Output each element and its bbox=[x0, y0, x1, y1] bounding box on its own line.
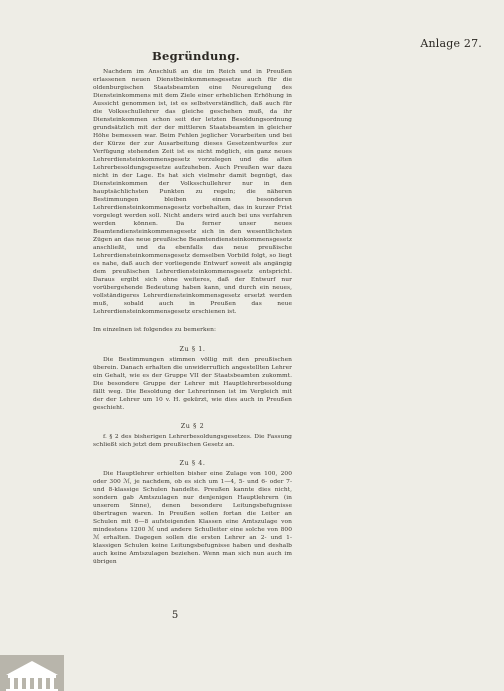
intro-paragraph: Nachdem im Anschluß an die im Reich und in Preußen erlassenen neuen Dienstbeinkommensgesetze auch für die oldenburgischen Staatsbeamten eine Neuregelung des Diensteinkommens mit dem Ziele einer erheblichen Erhöhung in Aussicht genommen ist, ist es selbstverständlich, daß auch für die Volksschullehrer das gleiche geschehen muß, da ihr Diensteinkommen schon seit der letzten Besoldungsordnung grundsätzlich mit der der mittleren Staatsbeamten in gleicher Höhe bemessen war. Beim Fehlen jeglicher Vorarbeiten und bei der Kürze der zur Ausarbeitung dieses Gesetzentwurfes zur Verfügung stehenden Zeit ist es nicht möglich, ein ganz neues Lehrerdiensteinkommensgesetz vorzulegen und die alten Lehrerbesoldungsgesetze aufzuheben. Auch Preußen war dazu nicht in der Lage. Es hat sich vielmehr damit begnügt, das Diensteinkommen der Volksschullehrer nur in den hauptsächlichsten Punkten zu regeln; die näheren Bestimmungen bleiben einem besonderen Lehrerdiensteinkommensgesetz vorbehalten, das in kurzer Frist vorgelegt werden soll. Nicht anders wird auch bei uns verfahren werden können. Da ferner unser neues Beamtendiensteinkommensgesetz sich in den wesentlichsten Zügen an das neue preußische Beamtendiensteinkommensgesetz anschließt, und da ebenfalls das neue preußische Lehrerdiensteinkommensgesetz demselben Vorbild folgt, so liegt es nahe, daß auch der vorliegende Entwurf soweit als angängig dem preußischen Lehrerdiensteinkommensgesetz entspricht. Daraus ergibt sich ohne weiteres, daß der Entwurf nur vorübergehende Bedeutung haben kann, und durch ein neues, vollständigeres Lehrerdiensteinkommensgesetz ersetzt werden muß, sobald auch in Preußen das neue Lehrerdiensteinkommensgesetz erschienen ist. bbox=[93, 69, 292, 316]
document-body bbox=[93, 68, 292, 566]
section-text-2: f. § 2 des bisherigen Lehrerbesoldungsgesetzes. Die Fassung schließt sich jetzt dem preußischen Gesetz an. bbox=[93, 433, 292, 448]
page-header-anlage: Anlage 27. bbox=[420, 37, 482, 50]
page-number: 5 bbox=[171, 610, 179, 621]
section-text-4: Die Hauptlehrer erhielten bisher eine Zulage von 100, 200 oder 300 ℳ, je nachdem, ob es sich um 1—4, 5- und 6- oder 7- und 8-klassige Schulen handelte. Preußen kannte dies nicht, sondern gab Amtszulagen nur denjenigen Hauptlehrern (in unserem Sinne), denen besondere Leitungsbefugnisse übertragen waren. In Preußen sollen fortan die Leiter an Schulen mit 6—8 aufsteigenden Klassen eine Amtszulage von mindestens 1200 ℳ und andere Schulleiter eine solche von 800 ℳ erhalten. Dagegen sollen die ersten Lehrer an 2- und 1-klassigen Schulen keine Leitungsbefugnisse haben und deshalb auch keine Amtszulagen beziehen. Wenn man sich nun auch im übrigen bbox=[93, 470, 292, 565]
section-heading-2: Zu § 2 bbox=[180, 421, 205, 430]
section-heading-4: Zu § 4. bbox=[179, 458, 206, 467]
section-text-1: Die Bestimmungen stimmen völlig mit den preußischen überein. Danach erhalten die unwiderruflich angestellten Lehrer ein Gehalt, wie es der Gruppe VII der Staatsbeamten zukommt. Die besondere Gruppe der Lehrer mit Hauptlehrerbesoldung fällt weg. Die Besoldung der Lehrerinnen ist im Vergleich mit der der Lehrer um 10 v. H. gekürzt, wie dies auch in Preußen geschieht. bbox=[93, 356, 292, 411]
library-building-logo bbox=[0, 655, 64, 691]
section-heading-1: Zu § 1. bbox=[179, 344, 206, 353]
page-title: Begründung. bbox=[152, 49, 240, 63]
lead-paragraph: Im einzelnen ist folgendes zu bemerken: bbox=[93, 327, 217, 334]
